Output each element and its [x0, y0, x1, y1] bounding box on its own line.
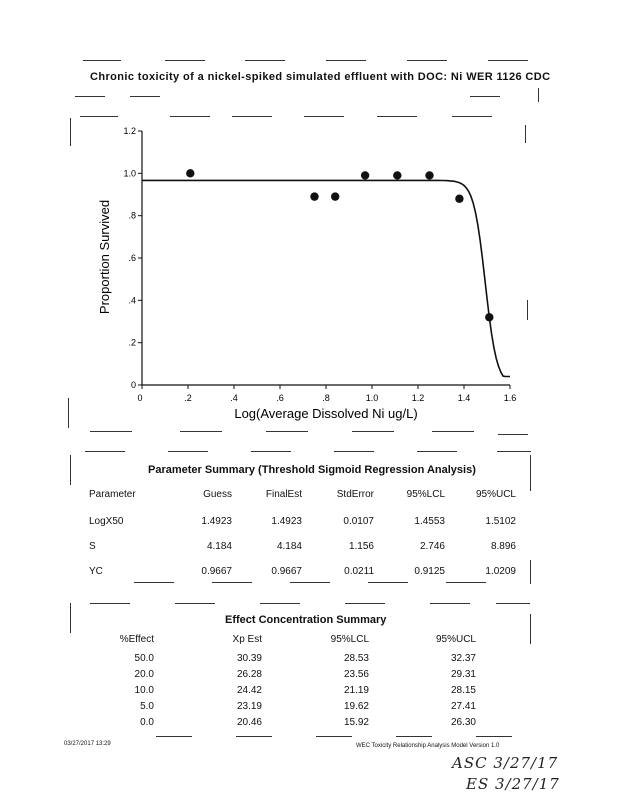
y-tick-label: 1.2 — [123, 126, 136, 136]
dash-line — [156, 736, 192, 737]
dash-line — [497, 451, 531, 452]
effect-value-cell: 27.41 — [450, 701, 476, 712]
footer-model-name: WEC Toxicity Relationship Analysis Model Version 1.0 — [356, 743, 500, 749]
param-value-cell: 0.0211 — [344, 566, 374, 577]
dash-line — [446, 582, 486, 583]
handwritten-initials: ASC 3/27/17 — [452, 754, 559, 772]
param-header-cell: 95%UCL — [475, 489, 516, 500]
effect-value-cell: 19.62 — [343, 701, 369, 712]
param-value-cell: 0.9125 — [414, 566, 445, 577]
x-tick-label: 1.6 — [503, 393, 517, 403]
param-header-cell: 95%LCL — [406, 489, 445, 500]
effect-header-cell: 95%LCL — [330, 634, 369, 645]
parameter-summary-title: Parameter Summary (Threshold Sigmoid Regression Analysis) — [148, 464, 476, 476]
effect-value-cell: 23.19 — [236, 701, 262, 712]
x-axis-label: Log(Average Dissolved Ni ug/L) — [234, 406, 418, 421]
x-tick-label: .4 — [230, 393, 238, 403]
x-tick-label: .2 — [184, 393, 192, 403]
y-axis-label: Proportion Survived — [97, 199, 112, 315]
dash-line — [85, 451, 125, 452]
effect-value-cell: 28.15 — [450, 685, 476, 696]
y-tick-label: .6 — [128, 253, 136, 263]
param-value-cell: 1.156 — [348, 541, 374, 552]
effect-value-cell: 26.28 — [236, 669, 262, 680]
x-tick-label: .8 — [322, 393, 330, 403]
param-value-cell: 0.0107 — [343, 516, 374, 527]
param-value-cell: 1.0209 — [485, 566, 516, 577]
effect-value-cell: 20.46 — [236, 717, 262, 728]
data-point — [186, 169, 194, 177]
effect-level-cell: 0.0 — [140, 717, 154, 728]
data-point — [393, 171, 401, 179]
y-tick-label: .8 — [128, 210, 136, 221]
y-tick-label: .2 — [128, 337, 136, 348]
data-point — [361, 171, 369, 179]
chart-title: Chronic toxicity of a nickel-spiked simulated effluent with DOC: Ni WER 1126 CDC — [90, 71, 551, 83]
param-header-cell: FinalEst — [265, 489, 302, 500]
x-tick-label: 1.4 — [457, 393, 471, 403]
dash-line — [430, 603, 470, 604]
effect-value-cell: 21.19 — [343, 685, 369, 696]
fit-curve — [142, 180, 510, 376]
dash-line — [236, 736, 272, 737]
y-tick-label: 0 — [130, 380, 136, 390]
data-point — [331, 192, 339, 200]
effect-value-cell: 32.37 — [450, 653, 476, 664]
x-tick-label: 1.0 — [365, 393, 379, 403]
dash-line — [168, 451, 208, 452]
param-name-cell: S — [89, 541, 96, 552]
dash-line — [175, 603, 215, 604]
dash-line — [368, 582, 408, 583]
dash-line — [316, 736, 352, 737]
footer-timestamp: 03/27/2017 13:29 — [64, 741, 111, 747]
param-value-cell: 1.4923 — [201, 516, 232, 527]
effect-value-cell: 28.53 — [343, 653, 369, 664]
param-value-cell: 4.184 — [276, 541, 302, 552]
param-value-cell: 0.9667 — [201, 566, 232, 577]
dash-line — [530, 560, 531, 584]
effect-value-cell: 30.39 — [236, 653, 262, 664]
dash-line — [334, 451, 374, 452]
param-name-cell: YC — [89, 566, 103, 577]
y-tick-label: .4 — [128, 295, 136, 306]
effect-value-cell: 23.56 — [343, 669, 369, 680]
dash-line — [396, 736, 432, 737]
param-value-cell: 2.746 — [419, 541, 445, 552]
param-name-cell: LogX50 — [89, 516, 124, 527]
effect-value-cell: 24.42 — [236, 685, 262, 696]
dash-line — [260, 603, 300, 604]
chart-ticks — [123, 126, 516, 403]
handwritten-initials: ES 3/27/17 — [466, 775, 560, 793]
chart-axes — [142, 131, 510, 385]
x-tick-label: .6 — [276, 393, 284, 403]
dash-line — [496, 603, 530, 604]
dash-line — [476, 736, 512, 737]
effect-value-cell: 15.92 — [343, 717, 369, 728]
effect-level-cell: 20.0 — [134, 669, 154, 680]
y-tick-label: 1.0 — [123, 168, 136, 179]
dash-line — [70, 603, 71, 633]
param-value-cell: 4.184 — [206, 541, 232, 552]
data-point — [310, 192, 318, 200]
param-value-cell: 1.5102 — [485, 516, 516, 527]
param-header-cell: Parameter — [89, 489, 136, 500]
param-header-cell: StdError — [336, 489, 374, 500]
param-value-cell: 8.896 — [490, 541, 516, 552]
effect-value-cell: 26.30 — [450, 717, 476, 728]
dash-line — [345, 603, 385, 604]
effect-header-cell: 95%UCL — [435, 634, 476, 645]
param-value-cell: 0.9667 — [271, 566, 302, 577]
effect-level-cell: 5.0 — [140, 701, 154, 712]
dash-line — [251, 451, 291, 452]
x-tick-label: 0 — [137, 393, 143, 403]
param-header-cell: Guess — [203, 489, 232, 500]
effect-value-cell: 29.31 — [450, 669, 476, 680]
dash-line — [212, 582, 252, 583]
dash-line — [134, 582, 174, 583]
data-point — [425, 171, 433, 179]
effect-header-cell: %Effect — [119, 634, 154, 645]
param-value-cell: 1.4553 — [414, 516, 445, 527]
dash-line — [70, 455, 71, 485]
data-point — [455, 195, 463, 203]
dash-line — [290, 582, 330, 583]
effect-level-cell: 50.0 — [134, 653, 154, 664]
dash-line — [530, 614, 531, 644]
param-value-cell: 1.4923 — [271, 516, 302, 527]
effect-header-cell: Xp Est — [232, 634, 262, 645]
effect-summary-title: Effect Concentration Summary — [225, 614, 387, 626]
effect-level-cell: 10.0 — [134, 685, 154, 696]
x-tick-label: 1.2 — [411, 393, 425, 403]
dash-line — [417, 451, 457, 452]
dash-line — [530, 455, 531, 491]
data-point — [485, 313, 493, 321]
dash-line — [90, 603, 130, 604]
data-points — [186, 169, 493, 321]
